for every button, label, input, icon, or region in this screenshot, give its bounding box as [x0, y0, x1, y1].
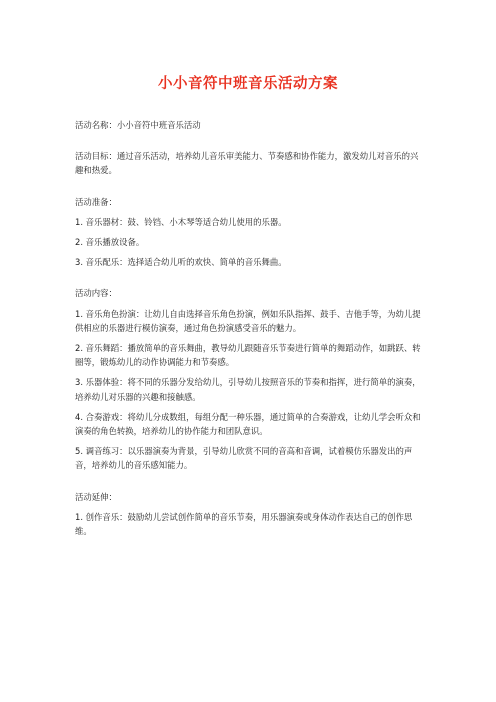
activity-goal: 活动目标：通过音乐活动，培养幼儿音乐审美能力、节奏感和协作能力，激发幼儿对音乐的兴趣和热爱。 [75, 151, 419, 176]
preparation-item: 1. 音乐器材：鼓、铃铛、小木琴等适合幼儿使用的乐器。 [75, 216, 287, 227]
extension-heading: 活动延伸： [75, 491, 117, 502]
preparation-item: 3. 音乐配乐：选择适合幼儿听的欢快、简单的音乐舞曲。 [75, 257, 287, 268]
content-heading: 活动内容： [75, 288, 117, 299]
content-item: 2. 音乐舞蹈：播放简单的音乐舞曲，教导幼儿跟随音乐节奏进行简单的舞蹈动作，如跳跃、转圈等，锻炼幼儿的动作协调能力和节奏感。 [75, 343, 421, 368]
content-item: 3. 乐器体验：将不同的乐器分发给幼儿，引导幼儿按照音乐的节奏和指挥，进行简单的演奏，培养幼儿对乐器的兴趣和接触感。 [75, 377, 421, 402]
document-body [75, 118, 425, 538]
preparation-heading: 活动准备： [75, 196, 117, 207]
extension-item: 1. 创作音乐：鼓励幼儿尝试创作简单的音乐节奏，用乐器演奏或身体动作表达自己的创作思维。 [75, 511, 413, 537]
content-item: 5. 调音练习：以乐器演奏为背景，引导幼儿欣赏不同的音高和音调，试着模仿乐器发出的声音，培养幼儿的音乐感知能力。 [75, 446, 413, 471]
document-title: 小小音符中班音乐活动方案 [158, 76, 338, 92]
content-item: 4. 合奏游戏：将幼儿分成数组，每组分配一种乐器，通过简单的合奏游戏，让幼儿学会听众和演奏的角色转换，培养幼儿的协作能力和团队意识。 [75, 411, 421, 437]
preparation-item: 2. 音乐播放设备。 [75, 237, 145, 248]
activity-name: 活动名称：小小音符中班音乐活动 [75, 120, 201, 130]
content-item: 1. 音乐角色扮演：让幼儿自由选择音乐角色扮演，例如乐队指挥、鼓手、吉他手等，为幼儿提供相应的乐器进行模仿演奏，通过角色扮演感受音乐的魅力。 [75, 308, 421, 333]
